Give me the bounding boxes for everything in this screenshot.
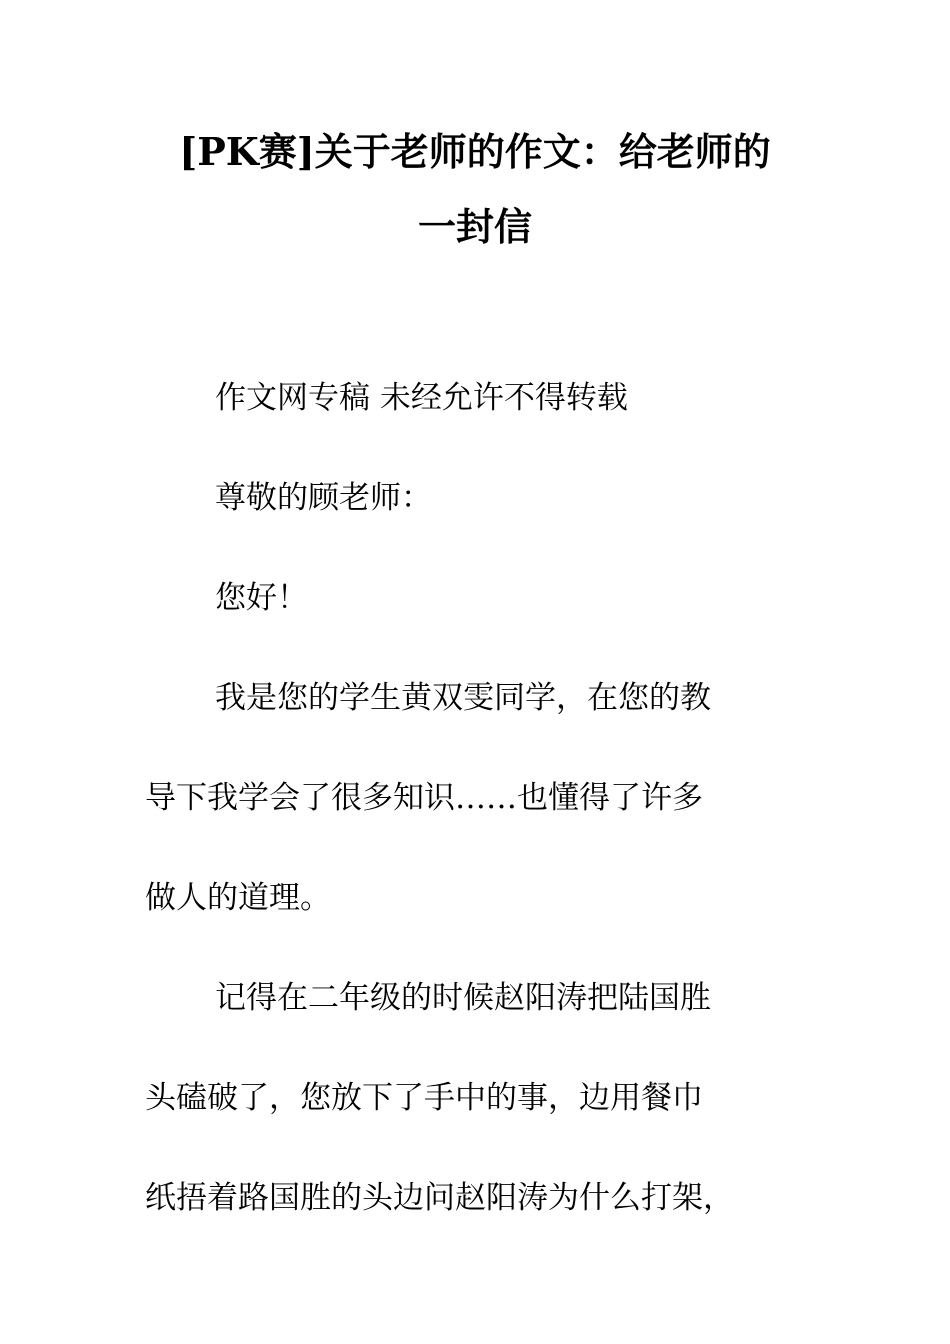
title-line-1: [PK赛]关于老师的作文：给老师的 — [179, 129, 771, 174]
paragraph-line: 导下我学会了很多知识……也懂得了许多 — [145, 780, 703, 816]
paragraph-line: 纸捂着路国胜的头边问赵阳涛为什么打架， — [145, 1180, 734, 1216]
paragraph-line: 记得在二年级的时候赵阳涛把陆国胜 — [215, 980, 711, 1016]
paragraph-line: 头磕破了，您放下了手中的事，边用餐巾 — [145, 1080, 703, 1116]
copyright-notice: 作文网专稿 未经允许不得转载 — [215, 380, 628, 416]
paragraph-line: 做人的道理。 — [145, 880, 331, 916]
greeting: 您好！ — [215, 580, 308, 616]
salutation: 尊敬的顾老师： — [215, 480, 432, 516]
title-line-2: 一封信 — [417, 204, 532, 249]
paragraph-line: 我是您的学生黄双雯同学，在您的教 — [215, 680, 711, 716]
